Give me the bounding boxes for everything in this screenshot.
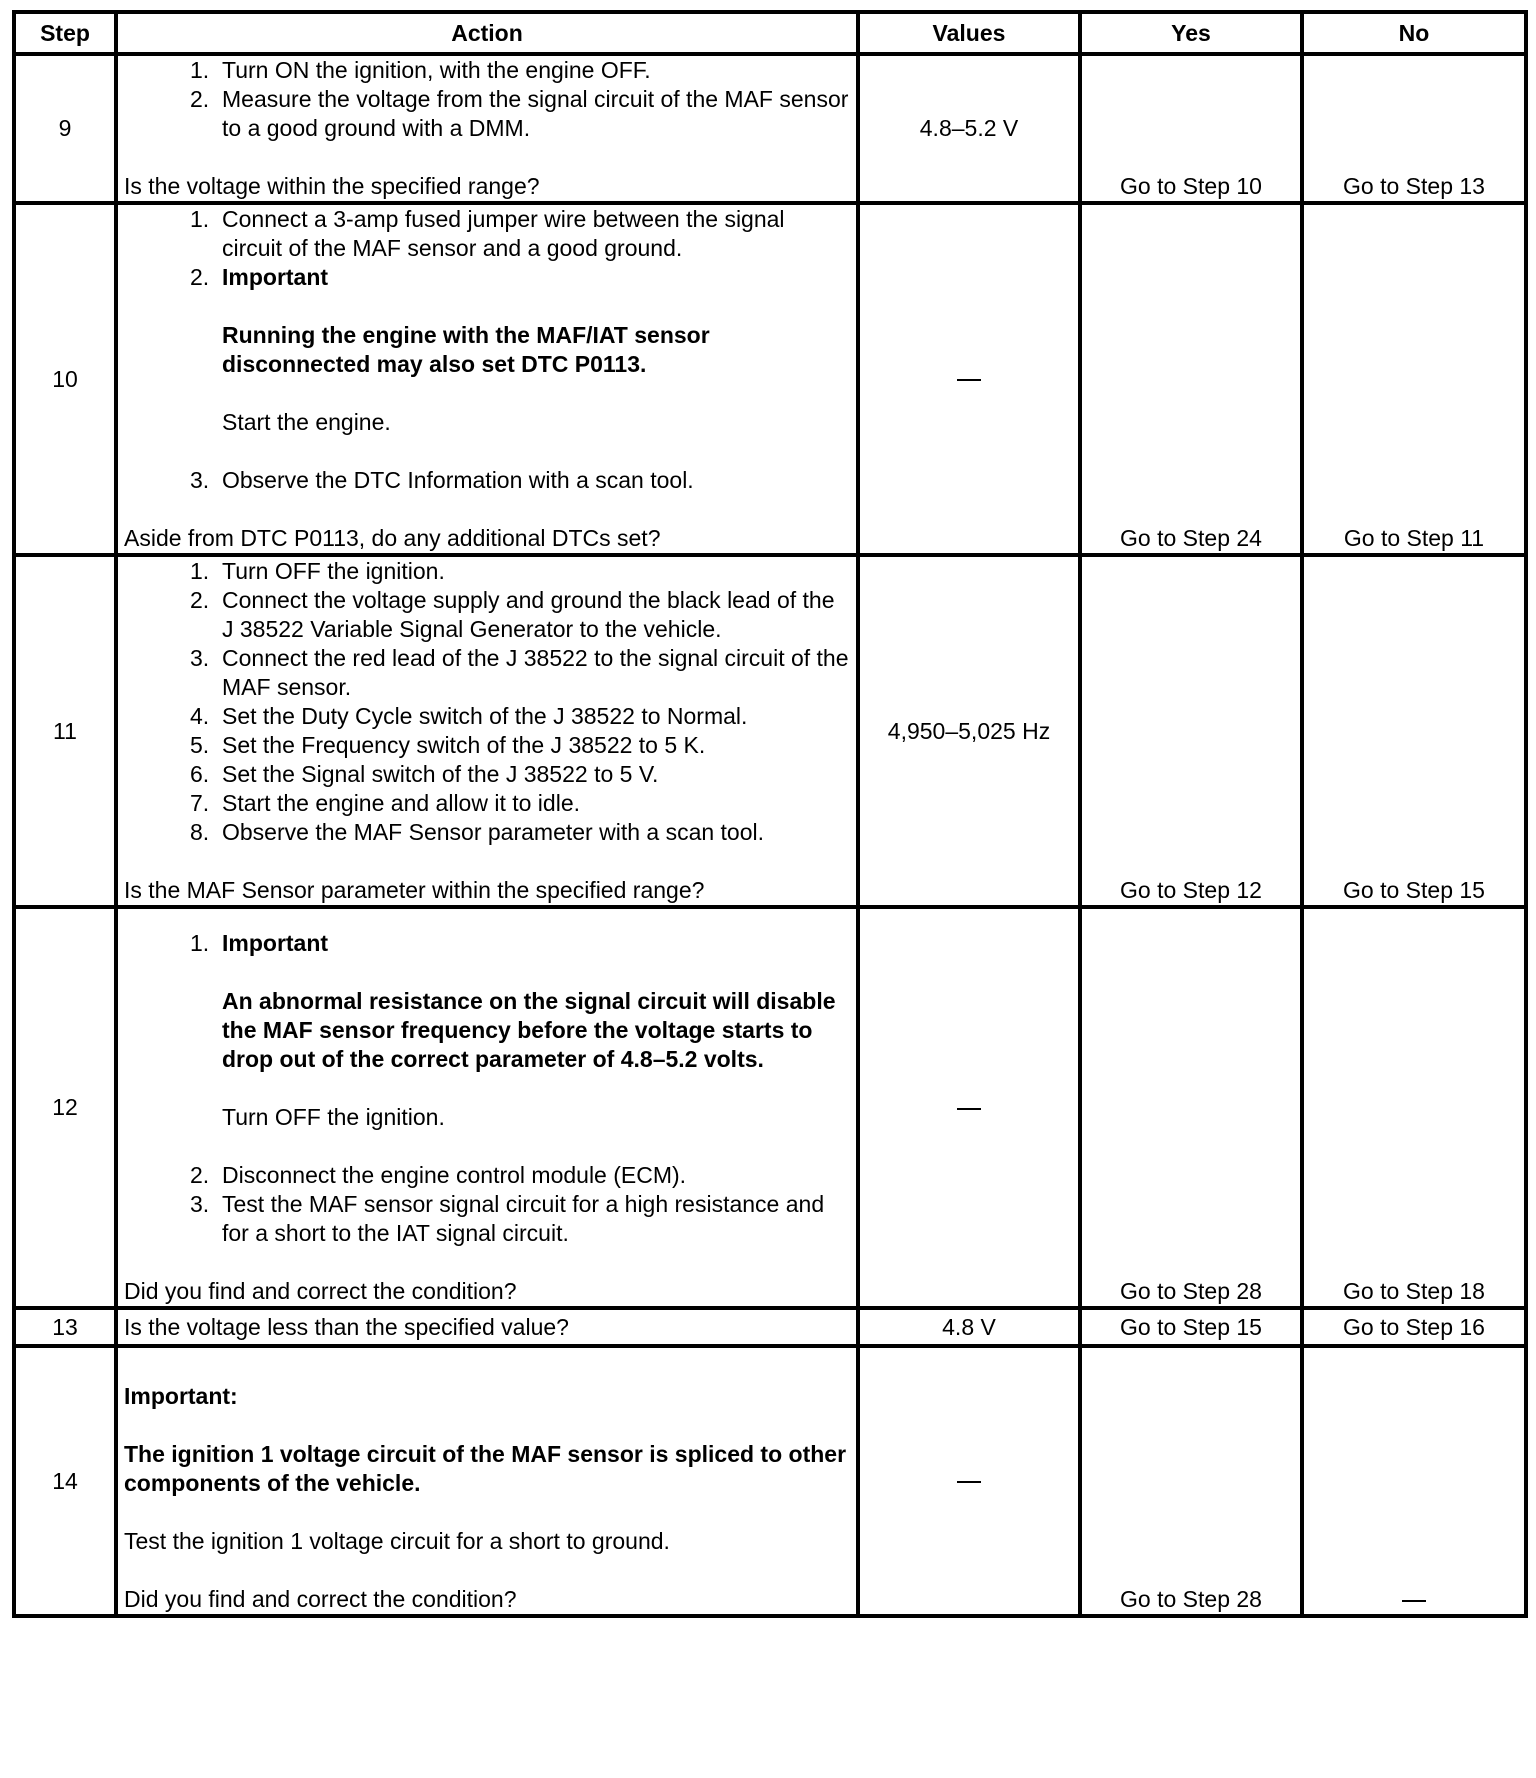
question-text: Aside from DTC P0113, do any additional DTCs set? <box>124 525 661 551</box>
value-cell <box>858 1346 1080 1616</box>
question-text: Did you find and correct the condition? <box>124 1586 517 1612</box>
step-list <box>124 929 850 1248</box>
diagnostic-table <box>12 10 1528 1618</box>
no-cell: Go to Step 16 <box>1302 1308 1526 1346</box>
important-text: An abnormal resistance on the signal circuit will disable the MAF sensor frequency before the voltage starts to drop out of the correct parameter of 4.8–5.2 volts. <box>222 988 836 1072</box>
instruction-text: Test the ignition 1 voltage circuit for a short to ground. <box>124 1528 670 1554</box>
no-cell: Go to Step 15 <box>1302 555 1526 907</box>
list-item: 5. Set the Frequency switch of the J 38522 to 5 K. <box>190 732 706 758</box>
action-cell <box>116 555 858 907</box>
list-item: 1. Important An abnormal resistance on the signal circuit will disable the MAF sensor frequency before the voltage starts to drop out of the correct parameter of 4.8–5.2 volts. Turn OFF the ignition. <box>124 929 850 1161</box>
table-row <box>14 1308 1526 1346</box>
table-row <box>14 203 1526 555</box>
dash-mark <box>957 1108 981 1110</box>
yes-cell: Go to Step 15 <box>1080 1308 1302 1346</box>
yes-cell: Go to Step 10 <box>1080 54 1302 203</box>
action-cell <box>116 1346 858 1616</box>
action-cell <box>116 907 858 1308</box>
list-item: 7. Start the engine and allow it to idle. <box>190 790 581 816</box>
list-item: 2. Disconnect the engine control module (ECM). <box>190 1162 687 1188</box>
list-item: 8. Observe the MAF Sensor parameter with a scan tool. <box>190 819 765 845</box>
action-cell <box>116 203 858 555</box>
value-cell <box>858 907 1080 1308</box>
table-row <box>14 1346 1526 1616</box>
yes-cell: Go to Step 28 <box>1080 907 1302 1308</box>
dash-mark <box>1402 1600 1426 1602</box>
step-number: 12 <box>14 907 116 1308</box>
step-number: 11 <box>14 555 116 907</box>
question-text: Did you find and correct the condition? <box>124 1278 517 1304</box>
list-item: 2. Connect the voltage supply and ground the black lead of the J 38522 Variable Signal Generator to the vehicle. <box>190 587 835 642</box>
value-cell: 4,950–5,025 Hz <box>858 555 1080 907</box>
list-item: 3. Test the MAF sensor signal circuit for a high resistance and for a short to the IAT signal circuit. <box>190 1191 825 1246</box>
table-row <box>14 907 1526 1308</box>
value-cell: 4.8–5.2 V <box>858 54 1080 203</box>
list-item: 1. Turn ON the ignition, with the engine OFF. <box>190 57 651 83</box>
action-cell <box>116 54 858 203</box>
list-item: 2. Measure the voltage from the signal circuit of the MAF sensor to a good ground with a DMM. <box>190 86 849 141</box>
yes-cell: Go to Step 24 <box>1080 203 1302 555</box>
instruction-text: Turn OFF the ignition. <box>222 1104 445 1130</box>
header-row <box>14 12 1526 54</box>
important-text: The ignition 1 voltage circuit of the MAF sensor is spliced to other components of the vehicle. <box>124 1441 847 1496</box>
instruction-text: Start the engine. <box>222 409 391 435</box>
question-text: Is the MAF Sensor parameter within the specified range? <box>124 877 705 903</box>
value-cell <box>858 203 1080 555</box>
step-list <box>124 56 850 143</box>
step-number: 14 <box>14 1346 116 1616</box>
no-cell: Go to Step 11 <box>1302 203 1526 555</box>
important-text: Running the engine with the MAF/IAT sensor disconnected may also set DTC P0113. <box>222 322 710 377</box>
header-no: No <box>1302 12 1526 54</box>
header-step: Step <box>14 12 116 54</box>
table-row <box>14 54 1526 203</box>
question-text: Is the voltage less than the specified value? <box>124 1313 569 1340</box>
action-cell <box>116 1308 858 1346</box>
list-item: 1. Connect a 3-amp fused jumper wire between the signal circuit of the MAF sensor and a good ground. <box>190 206 785 261</box>
step-list <box>124 557 850 847</box>
list-item: 4. Set the Duty Cycle switch of the J 38522 to Normal. <box>190 703 748 729</box>
list-item: 1. Turn OFF the ignition. <box>190 558 445 584</box>
important-label: Important <box>222 264 329 290</box>
list-item: 6. Set the Signal switch of the J 38522 to 5 V. <box>190 761 659 787</box>
header-yes: Yes <box>1080 12 1302 54</box>
list-item: 3. Observe the DTC Information with a scan tool. <box>190 467 694 493</box>
step-number: 13 <box>14 1308 116 1346</box>
table-row <box>14 555 1526 907</box>
no-cell: Go to Step 18 <box>1302 907 1526 1308</box>
dash-mark <box>957 1481 981 1483</box>
value-cell: 4.8 V <box>858 1308 1080 1346</box>
header-action: Action <box>116 12 858 54</box>
step-list <box>124 205 850 495</box>
important-label: Important: <box>124 1383 238 1409</box>
step-number: 9 <box>14 54 116 203</box>
header-values: Values <box>858 12 1080 54</box>
step-number: 10 <box>14 203 116 555</box>
list-item: 2. Important Running the engine with the MAF/IAT sensor disconnected may also set DTC P0113. Start the engine. <box>124 263 850 466</box>
yes-cell: Go to Step 28 <box>1080 1346 1302 1616</box>
list-item: 3. Connect the red lead of the J 38522 to the signal circuit of the MAF sensor. <box>190 645 849 700</box>
important-label: Important <box>222 930 329 956</box>
question-text: Is the voltage within the specified range? <box>124 173 540 199</box>
no-cell <box>1302 1346 1526 1616</box>
yes-cell: Go to Step 12 <box>1080 555 1302 907</box>
no-cell: Go to Step 13 <box>1302 54 1526 203</box>
dash-mark <box>957 379 981 381</box>
